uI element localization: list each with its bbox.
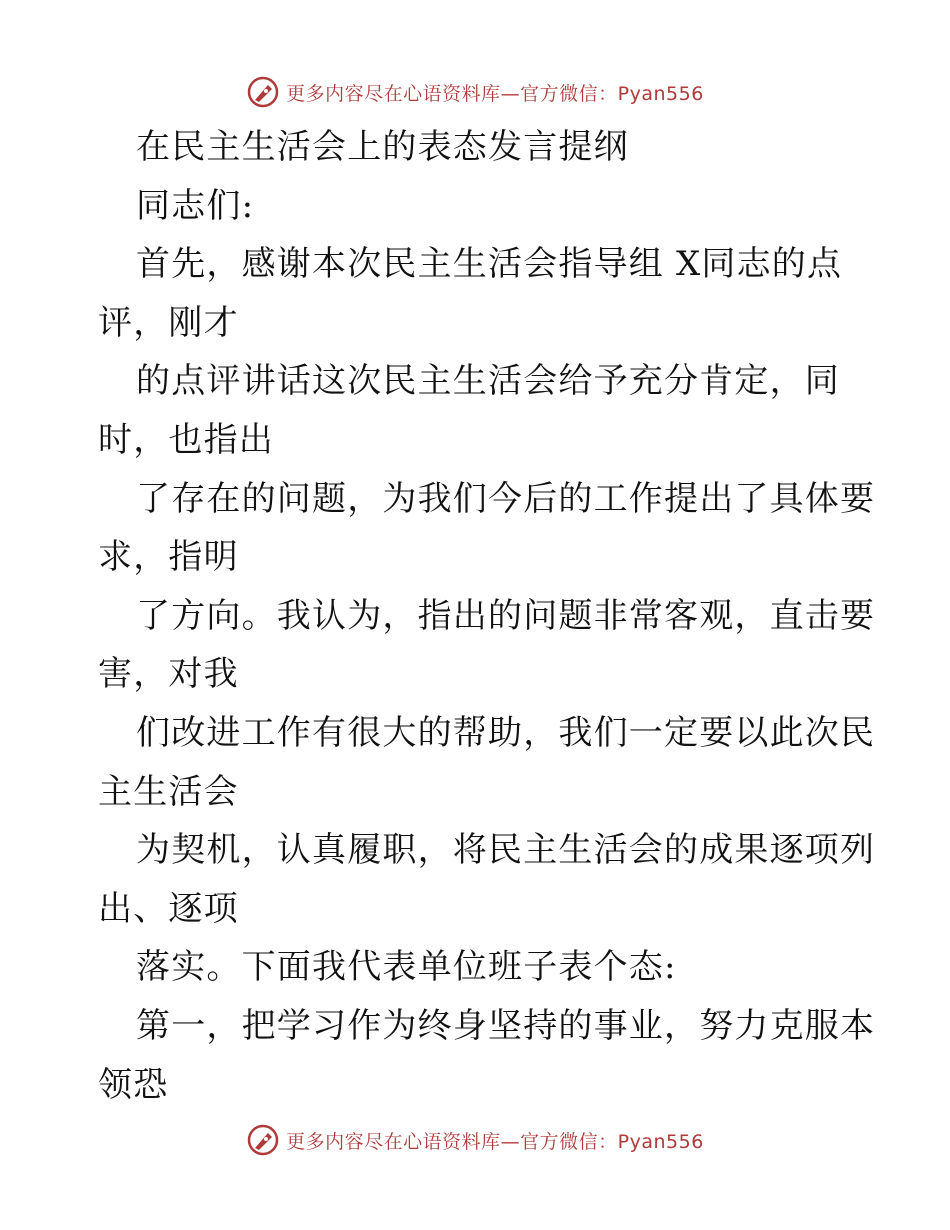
text-line: 为契机，认真履职，将民主生活会的成果逐项列 xyxy=(136,830,876,871)
text-line: 的点评讲话这次民主生活会给予充分肯定，同 xyxy=(136,361,840,402)
text-line: 评，刚才 xyxy=(98,302,239,343)
text-line: 了存在的问题，为我们今后的工作提出了具体要 xyxy=(136,478,876,519)
text-line: 首先，感谢本次民主生活会指导组 X同志的点 xyxy=(136,244,843,285)
text-line: 主生活会 xyxy=(98,771,239,812)
text-line: 第一，把学习作为终身坚持的事业，努力克服本 xyxy=(136,1005,876,1046)
header-banner xyxy=(0,70,950,114)
text-line: 在民主生活会上的表态发言提纲 xyxy=(136,127,629,167)
text-line: 求，指明 xyxy=(98,537,239,578)
document-body xyxy=(98,118,876,1114)
text-line: 同志们: xyxy=(136,185,255,226)
footer-banner xyxy=(0,1118,950,1162)
text-line: 出、逐项 xyxy=(98,888,239,929)
footer-banner-text: 更多内容尽在心语资料库—官方微信：Pyan556 xyxy=(286,1130,704,1153)
header-banner-text: 更多内容尽在心语资料库—官方微信：Pyan556 xyxy=(286,82,704,105)
text-line: 了方向。我认为，指出的问题非常客观，直击要 xyxy=(136,595,876,636)
pen-nib-logo-icon xyxy=(246,75,280,109)
text-line: 们改进工作有很大的帮助，我们一定要以此次民 xyxy=(136,712,876,753)
text-line: 领恐 xyxy=(98,1064,169,1105)
text-line: 害，对我 xyxy=(98,654,239,695)
text-line: 时，也指出 xyxy=(98,419,274,460)
pen-nib-logo-icon xyxy=(246,1123,280,1157)
text-line: 落实。下面我代表单位班子表个态: xyxy=(136,947,677,988)
